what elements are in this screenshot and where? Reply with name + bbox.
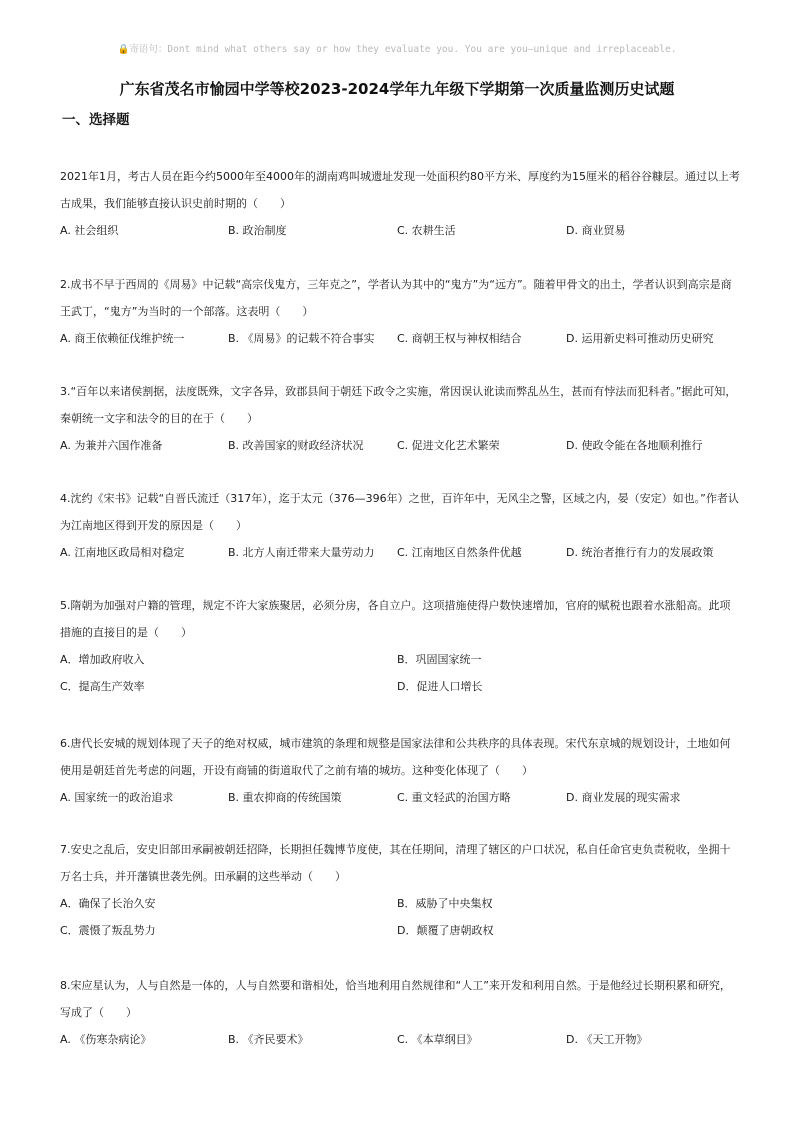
option-list	[60, 646, 740, 673]
option-b[interactable]: B. 《齐民要术》	[228, 1033, 309, 1046]
question-7	[60, 836, 740, 944]
option-list	[60, 539, 740, 566]
option-list	[60, 432, 740, 459]
option-c[interactable]: C. 农耕生活	[397, 224, 456, 237]
question-3	[60, 378, 740, 459]
option-b[interactable]: B. 政治制度	[228, 224, 287, 237]
option-b[interactable]: B. 重农抑商的传统国策	[228, 791, 342, 804]
option-list	[60, 890, 740, 917]
option-d[interactable]: D．促进人口增长	[397, 680, 483, 693]
option-b[interactable]: B．巩固国家统一	[397, 653, 482, 666]
option-list	[60, 673, 740, 700]
option-list	[60, 917, 740, 944]
question-text: 4.沈约《宋书》记载“自晋氏流迁（317年），迄于太元（376—396年）之世，百许年中，无风尘之警，区域之内，晏（安定）如也。”作者认为江南地区得到开发的原因是（ ）	[60, 492, 739, 532]
section-heading: 一、选择题	[62, 112, 130, 128]
question-6	[60, 730, 740, 811]
option-d[interactable]: D. 商业贸易	[566, 224, 626, 237]
question-4	[60, 485, 740, 566]
option-d[interactable]: D. 使政令能在各地顺利推行	[566, 439, 703, 452]
question-text: 2021年1月，考古人员在距今约5000年至4000年的湖南鸡叫城遗址发现一处面积约80平方米、厚度约为15厘米的稻谷谷糠层。通过以上考古成果，我们能够直接认识史前时期的（ ）	[60, 170, 740, 210]
option-a[interactable]: A. 为兼并六国作准备	[60, 439, 163, 452]
question-5	[60, 592, 740, 700]
question-text: 8.宋应星认为，人与自然是一体的，人与自然要和谐相处，恰当地利用自然规律和“人工”来开发和利用自然。于是他经过长期积累和研究，写成了（ ）	[60, 979, 731, 1019]
option-d[interactable]: D．颠覆了唐朝政权	[397, 924, 494, 937]
option-c[interactable]: C. 江南地区自然条件优越	[397, 546, 522, 559]
option-a[interactable]: A．增加政府收入	[60, 653, 145, 666]
option-b[interactable]: B. 改善国家的财政经济状况	[228, 439, 364, 452]
watermark: 🔒寄语句：Dont mind what others say or how they evaluate you. You are you—unique and irreplaceable.	[117, 44, 677, 55]
option-a[interactable]: A. 江南地区政局相对稳定	[60, 546, 185, 559]
option-b[interactable]: B．威胁了中央集权	[397, 897, 493, 910]
option-d[interactable]: D. 运用新史料可推动历史研究	[566, 332, 714, 345]
question-1	[60, 163, 740, 244]
option-d[interactable]: D. 统治者推行有力的发展政策	[566, 546, 714, 559]
question-text: 3.“百年以来诸侯割据，法度既殊，文字各异，致郡县间于朝廷下政令之实施，常因误认讹读而弊乱丛生，甚而有悖法而犯科者。”据此可知，秦朝统一文字和法令的目的在于（ ）	[60, 385, 737, 425]
option-c[interactable]: C. 促进文化艺术繁荣	[397, 439, 500, 452]
option-d[interactable]: D. 《天工开物》	[566, 1033, 648, 1046]
question-text: 6.唐代长安城的规划体现了天子的绝对权威，城市建筑的条理和规整是国家法律和公共秩序的具体表现。宋代东京城的规划设计，土地如何使用是朝廷首先考虑的问题，开设有商铺的街道取代了之前有墙的城坊。这种变化体现了（ ）	[60, 737, 731, 777]
option-b[interactable]: B. 《周易》的记载不符合事实	[228, 332, 375, 345]
question-8	[60, 972, 740, 1053]
option-d[interactable]: D. 商业发展的现实需求	[566, 791, 681, 804]
question-text: 2.成书不早于西周的《周易》中记载“高宗伐鬼方，三年克之”，学者认为其中的“鬼方”为“远方”。随着甲骨文的出土，学者认识到高宗是商王武丁，“鬼方”为当时的一个部落。这表明（ ）	[60, 278, 732, 318]
option-a[interactable]: A. 国家统一的政治追求	[60, 791, 174, 804]
option-c[interactable]: C. 重文轻武的治国方略	[397, 791, 511, 804]
page-title: 广东省茂名市愉园中学等校2023-2024学年九年级下学期第一次质量监测历史试题	[119, 80, 675, 98]
option-list	[60, 784, 740, 811]
option-c[interactable]: C．提高生产效率	[60, 680, 145, 693]
option-c[interactable]: C. 商朝王权与神权相结合	[397, 332, 522, 345]
option-b[interactable]: B. 北方人南迁带来大量劳动力	[228, 546, 375, 559]
option-list	[60, 1026, 740, 1053]
option-a[interactable]: A．确保了长治久安	[60, 897, 156, 910]
option-a[interactable]: A. 商王依赖征伐维护统一	[60, 332, 185, 345]
question-text: 7.安史之乱后，安史旧部田承嗣被朝廷招降，长期担任魏博节度使，其在任期间，清理了辖区的户口状况，私自任命官吏负责税收，坐拥十万名士兵，并开藩镇世袭先例。田承嗣的这些举动（ ）	[60, 843, 731, 883]
option-list	[60, 217, 740, 244]
question-2	[60, 271, 740, 352]
question-text: 5.隋朝为加强对户籍的管理，规定不许大家族聚居，必须分房，各自立户。这项措施使得户数快速增加，官府的赋税也跟着水涨船高。此项措施的直接目的是（ ）	[60, 599, 731, 639]
option-a[interactable]: A. 社会组织	[60, 224, 119, 237]
option-list	[60, 325, 740, 352]
option-a[interactable]: A. 《伤寒杂病论》	[60, 1033, 152, 1046]
option-c[interactable]: C. 《本草纲目》	[397, 1033, 478, 1046]
option-c[interactable]: C．震慑了叛乱势力	[60, 924, 156, 937]
